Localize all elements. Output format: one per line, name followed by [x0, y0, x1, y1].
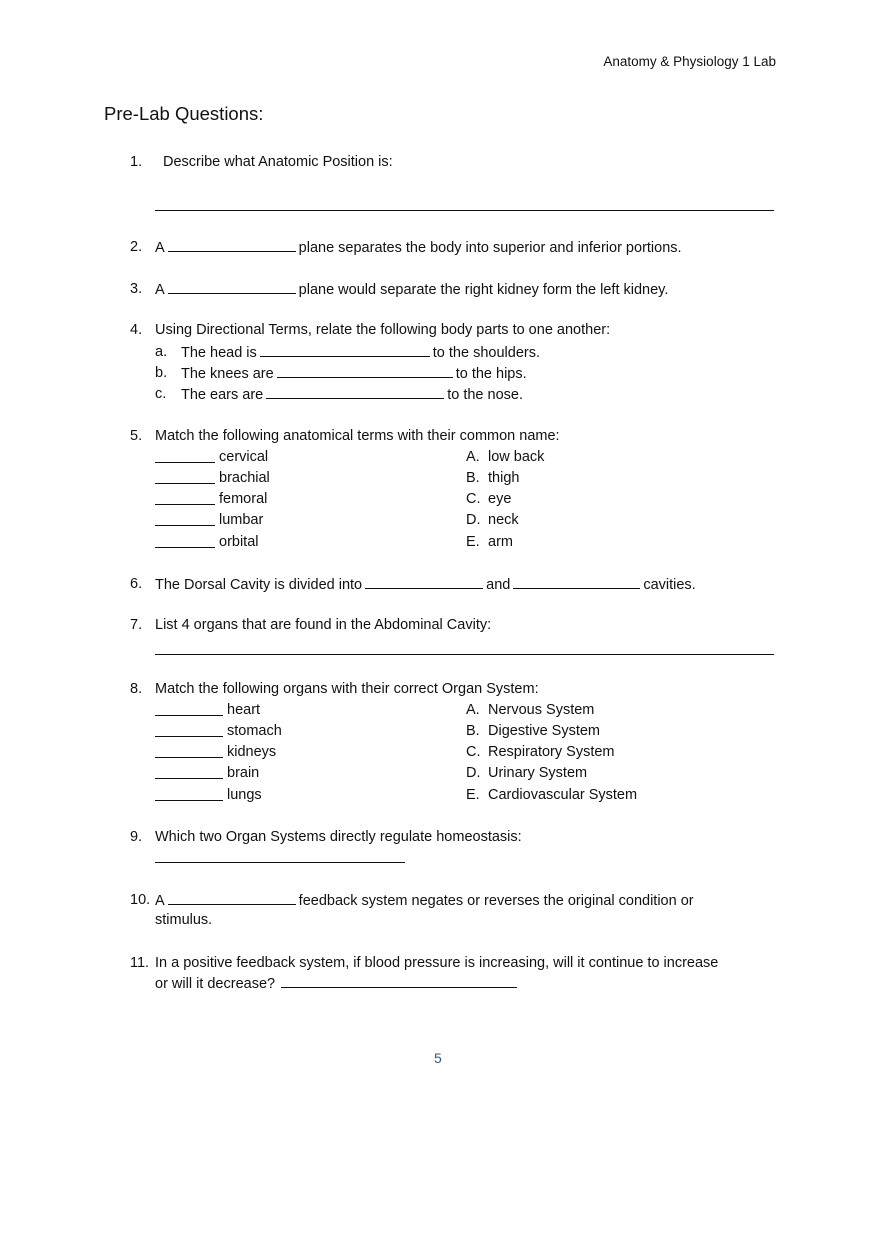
- q5-match-blank[interactable]: [155, 525, 215, 526]
- q4a-letter: a.: [155, 344, 168, 360]
- q4b-letter: b.: [155, 365, 168, 381]
- q5-match-blank[interactable]: [155, 504, 215, 505]
- q5-option-text: arm: [488, 534, 513, 550]
- q4a-text: The head is to the shoulders.: [181, 345, 540, 361]
- q8-term: kidneys: [227, 744, 277, 760]
- q5-match-blank[interactable]: [155, 462, 215, 463]
- q3-text: A plane would separate the right kidney form the left kidney.: [155, 282, 669, 298]
- q8-term: brain: [227, 765, 260, 781]
- q5-option-letter: A.: [466, 449, 480, 465]
- q9-text: Which two Organ Systems directly regulate homeostasis:: [155, 829, 522, 845]
- q8-option-text: Cardiovascular System: [488, 787, 638, 803]
- q8-option-text: Urinary System: [488, 765, 588, 781]
- q4c-blank[interactable]: [266, 385, 444, 399]
- q2-number: 2.: [130, 239, 143, 255]
- q11-text-line2: or will it decrease?: [155, 974, 520, 993]
- q3-blank[interactable]: [168, 280, 296, 294]
- q8-term: lungs: [227, 787, 262, 803]
- q11-blank[interactable]: [281, 974, 517, 988]
- q5-option-letter: D.: [466, 512, 481, 528]
- q11-text: In a positive feedback system, if blood pressure is increasing, will it continue to increase: [155, 955, 719, 971]
- q5-option-letter: E.: [466, 534, 480, 550]
- q9-number: 9.: [130, 829, 143, 845]
- q5-text: Match the following anatomical terms with their common name:: [155, 428, 560, 444]
- q10-number: 10.: [130, 892, 151, 908]
- q11-number: 11.: [130, 955, 150, 971]
- q5-option-text: neck: [488, 512, 519, 528]
- q8-match-blank[interactable]: [155, 736, 223, 737]
- q9-answer-line[interactable]: [155, 862, 405, 863]
- q5-option-text: eye: [488, 491, 512, 507]
- q2-text: A plane separates the body into superior and inferior portions.: [155, 240, 682, 256]
- q4b-blank[interactable]: [277, 364, 453, 378]
- q7-text: List 4 organs that are found in the Abdominal Cavity:: [155, 617, 492, 633]
- q5-option-letter: C.: [466, 491, 481, 507]
- q3-number: 3.: [130, 281, 143, 297]
- q1-number: 1.: [130, 154, 143, 170]
- q8-text: Match the following organs with their correct Organ System:: [155, 681, 539, 697]
- q8-option-text: Respiratory System: [488, 744, 615, 760]
- q8-match-blank[interactable]: [155, 757, 223, 758]
- q6-number: 6.: [130, 576, 143, 592]
- q6-blank-2[interactable]: [513, 575, 640, 589]
- running-header: Anatomy & Physiology 1 Lab: [603, 54, 776, 69]
- q8-option-text: Nervous System: [488, 702, 595, 718]
- q8-match-blank[interactable]: [155, 800, 223, 801]
- q8-match-blank[interactable]: [155, 715, 223, 716]
- q6-text: The Dorsal Cavity is divided into and cavities.: [155, 577, 696, 593]
- q5-match-blank[interactable]: [155, 547, 215, 548]
- q10-blank[interactable]: [168, 891, 296, 905]
- q8-option-letter: D.: [466, 765, 481, 781]
- q10-text-line2: stimulus.: [155, 912, 213, 928]
- q4a-blank[interactable]: [260, 343, 430, 357]
- q5-match-blank[interactable]: [155, 483, 215, 484]
- q4b-text: The knees are to the hips.: [181, 366, 527, 382]
- q10-text: A feedback system negates or reverses the original condition or: [155, 893, 694, 909]
- q5-term: lumbar: [219, 512, 264, 528]
- q4c-letter: c.: [155, 386, 167, 402]
- q7-answer-line[interactable]: [155, 654, 774, 655]
- q5-option-text: thigh: [488, 470, 520, 486]
- q8-option-letter: B.: [466, 723, 480, 739]
- q7-number: 7.: [130, 617, 143, 633]
- q2-blank[interactable]: [168, 238, 296, 252]
- q8-option-text: Digestive System: [488, 723, 601, 739]
- q8-option-letter: E.: [466, 787, 480, 803]
- q8-option-letter: A.: [466, 702, 480, 718]
- q4-number: 4.: [130, 322, 143, 338]
- q1-answer-line[interactable]: [155, 210, 774, 211]
- q5-term: femoral: [219, 491, 268, 507]
- q5-term: brachial: [219, 470, 270, 486]
- q5-term: cervical: [219, 449, 269, 465]
- q5-term: orbital: [219, 534, 259, 550]
- q6-blank-1[interactable]: [365, 575, 483, 589]
- q8-option-letter: C.: [466, 744, 481, 760]
- page-title: Pre-Lab Questions:: [104, 103, 264, 124]
- q4-text: Using Directional Terms, relate the following body parts to one another:: [155, 322, 611, 338]
- q5-option-letter: B.: [466, 470, 480, 486]
- q8-term: stomach: [227, 723, 282, 739]
- q4c-text: The ears are to the nose.: [181, 387, 523, 403]
- q1-text: Describe what Anatomic Position is:: [163, 154, 393, 170]
- q8-match-blank[interactable]: [155, 778, 223, 779]
- q5-number: 5.: [130, 428, 143, 444]
- page-number: 5: [434, 1050, 442, 1066]
- q5-option-text: low back: [488, 449, 545, 465]
- q8-term: heart: [227, 702, 261, 718]
- q8-number: 8.: [130, 681, 143, 697]
